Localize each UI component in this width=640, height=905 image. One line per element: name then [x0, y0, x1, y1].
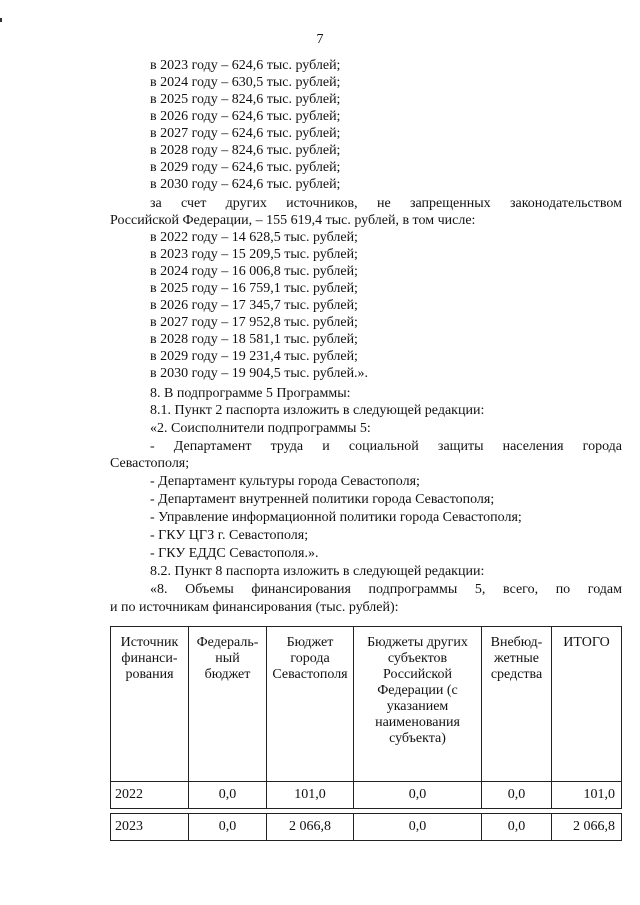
list-item: в 2027 году – 624,6 тыс. рублей;: [150, 126, 341, 141]
list-item: в 2029 году – 19 231,4 тыс. рублей;: [150, 349, 358, 364]
list-item: - Департамент культуры города Севастополя;: [150, 474, 420, 489]
table-cell: 0,0: [354, 814, 482, 841]
table-header-row: [111, 627, 622, 782]
list-item: в 2023 году – 624,6 тыс. рублей;: [150, 58, 341, 73]
table-cell: 0,0: [354, 782, 482, 809]
list-item: Севастополя;: [110, 456, 190, 471]
column-header: Федераль-ный бюджет: [189, 627, 267, 782]
column-header: Внебюд-жетные средства: [482, 627, 552, 782]
list-item: в 2026 году – 624,6 тыс. рублей;: [150, 109, 341, 124]
list-item: в 2025 году – 824,6 тыс. рублей;: [150, 92, 341, 107]
financing-table: [110, 626, 622, 841]
list-item: в 2026 году – 17 345,7 тыс. рублей;: [150, 298, 358, 313]
list-item: - Департамент труда и социальной защиты населения города: [150, 439, 622, 454]
column-header: Источник финанси-рования: [111, 627, 189, 782]
list-item: в 2028 году – 824,6 тыс. рублей;: [150, 143, 341, 158]
table-cell: 0,0: [482, 814, 552, 841]
list-item: - Управление информационной политики города Севастополя;: [150, 510, 522, 525]
table-cell: 101,0: [552, 782, 622, 809]
table-cell: 2 066,8: [267, 814, 354, 841]
column-header: Бюджеты других субъектов Российской Федерации (с указанием наименования субъекта): [354, 627, 482, 782]
list-item: в 2025 году – 16 759,1 тыс. рублей;: [150, 281, 358, 296]
table-row: [111, 782, 622, 809]
list-item: в 2023 году – 15 209,5 тыс. рублей;: [150, 247, 358, 262]
list-item: в 2024 году – 16 006,8 тыс. рублей;: [150, 264, 358, 279]
column-header: ИТОГО: [552, 627, 622, 782]
list-item: в 2030 году – 624,6 тыс. рублей;: [150, 177, 341, 192]
paragraph-line: Российской Федерации, – 155 619,4 тыс. рублей, в том числе:: [110, 213, 476, 228]
page-number: 7: [316, 32, 324, 47]
table-cell: 2 066,8: [552, 814, 622, 841]
paragraph-line: «2. Соисполнители подпрограммы 5:: [150, 421, 371, 436]
table-cell: 0,0: [189, 782, 267, 809]
section-heading: 8. В подпрограмме 5 Программы:: [150, 386, 351, 401]
table-cell: 0,0: [482, 782, 552, 809]
table-cell: 2023: [111, 814, 189, 841]
list-item: в 2029 году – 624,6 тыс. рублей;: [150, 160, 341, 175]
table-cell: 2022: [111, 782, 189, 809]
list-item: в 2027 году – 17 952,8 тыс. рублей;: [150, 315, 358, 330]
list-item: в 2022 году – 14 628,5 тыс. рублей;: [150, 230, 358, 245]
list-item: в 2028 году – 18 581,1 тыс. рублей;: [150, 332, 358, 347]
paragraph-line: и по источникам финансирования (тыс. рублей):: [110, 600, 399, 615]
scan-edge-mark: [0, 18, 2, 22]
list-item: - Департамент внутренней политики города Севастополя;: [150, 492, 495, 507]
table-cell: 0,0: [189, 814, 267, 841]
list-item: - ГКУ ЕДДС Севастополя.».: [150, 546, 319, 561]
paragraph-line: «8. Объемы финансирования подпрограммы 5, всего, по годам: [150, 582, 622, 597]
section-heading: 8.1. Пункт 2 паспорта изложить в следующей редакции:: [150, 403, 485, 418]
list-item: в 2024 году – 630,5 тыс. рублей;: [150, 75, 341, 90]
list-item: в 2030 году – 19 904,5 тыс. рублей.».: [150, 366, 369, 381]
table-row: [111, 814, 622, 841]
table-cell: 101,0: [267, 782, 354, 809]
list-item: - ГКУ ЦГЗ г. Севастополя;: [150, 528, 309, 543]
section-heading: 8.2. Пункт 8 паспорта изложить в следующей редакции:: [150, 564, 485, 579]
paragraph-line: за счет других источников, не запрещенных законодательством: [150, 196, 622, 211]
column-header: Бюджет города Севастополя: [267, 627, 354, 782]
